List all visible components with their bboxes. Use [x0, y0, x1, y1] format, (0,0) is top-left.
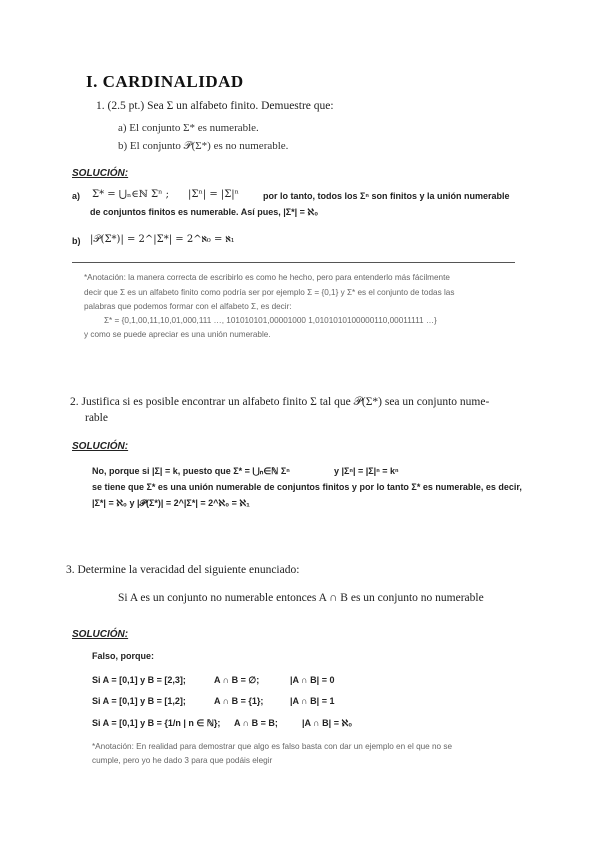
problem-1-part-b: b) El conjunto 𝒫(Σ*) es no numerable.: [118, 140, 289, 152]
solution-a-tag: a): [72, 191, 81, 201]
page-title: I. CARDINALIDAD: [86, 72, 244, 91]
example-1-cardinality: |A ∩ B| = 0: [290, 675, 335, 685]
example-1-intersection: A ∩ B = ∅;: [214, 675, 260, 685]
divider-line: [72, 262, 515, 263]
note-1-line-5: y como se puede apreciar es una unión numerable.: [84, 330, 271, 339]
example-2-cardinality: |A ∩ B| = 1: [290, 696, 335, 706]
solution-a-math-card: |Σⁿ| = |Σ|ⁿ: [188, 189, 240, 200]
solution-3-intro: Falso, porque:: [92, 651, 155, 661]
problem-3-claim: Si A es un conjunto no numerable entonces A ∩ B es un conjunto no numerable: [118, 592, 484, 604]
solution-a-text-2: de conjuntos finitos es numerable. Así pues, |Σ*| = ℵ₀: [90, 207, 319, 217]
solution-a-text: por lo tanto, todos los Σⁿ son finitos y la unión numerable: [263, 191, 510, 201]
example-3-intersection: A ∩ B = B;: [234, 718, 278, 728]
problem-1-part-a: a) El conjunto Σ* es numerable.: [118, 122, 259, 134]
note-1-line-3: palabras que podemos formar con el alfabeto Σ, es decir:: [84, 302, 292, 311]
solution-2-line-3: |Σ*| = ℵ₀ y |𝒫(Σ*)| = 2^|Σ*| = 2^ℵ₀ = ℵ₁: [92, 498, 250, 508]
problem-1-statement: 1. (2.5 pt.) Sea Σ un alfabeto finito. Demuestre que:: [96, 100, 334, 112]
note-3-line-1: *Anotación: En realidad para demostrar que algo es falso basta con dar un ejemplo en el que no se: [92, 742, 453, 751]
example-3-sets: Si A = [0,1] y B = {1/n | n ∈ ℕ};: [92, 718, 221, 728]
note-1-line-1: *Anotación: la manera correcta de escribirlo es como he hecho, pero para entenderlo más fácilmente: [84, 273, 450, 282]
solution-2-line-2: se tiene que Σ* es una unión numerable de conjuntos finitos y por lo tanto Σ* es numerable, es decir,: [92, 482, 522, 492]
solution-a-math-union: Σ* = ⋃ₙ∈ℕ Σⁿ ;: [92, 189, 170, 200]
solution-heading-2: SOLUCIÓN:: [72, 441, 129, 452]
note-1-line-4: Σ* = {0,1,00,11,10,01,000,111 …, 101010101,00001000 1,0101010100000110,00011111 …}: [104, 316, 437, 325]
example-3-cardinality: |A ∩ B| = ℵ₀: [302, 718, 353, 728]
solution-b-math: |𝒫(Σ*)| = 2^|Σ*| = 2^ℵ₀ = ℵ₁: [90, 234, 235, 245]
solution-2-line-1a: No, porque si |Σ| = k, puesto que Σ* = ⋃ₙ∈ℕ Σⁿ: [92, 466, 290, 476]
problem-2-statement-cont: rable: [85, 412, 108, 424]
problem-3-statement: 3. Determine la veracidad del siguiente enunciado:: [66, 564, 300, 576]
solution-2-line-1b: y |Σⁿ| = |Σ|ⁿ = kⁿ: [334, 466, 399, 476]
solution-heading-1: SOLUCIÓN:: [72, 168, 129, 179]
example-2-intersection: A ∩ B = {1};: [214, 696, 264, 706]
example-2-sets: Si A = [0,1] y B = [1,2];: [92, 696, 186, 706]
solution-b-tag: b): [72, 236, 81, 246]
note-3-line-2: cumple, pero yo he dado 3 para que podáis elegir: [92, 756, 273, 765]
solution-heading-3: SOLUCIÓN:: [72, 629, 129, 640]
note-1-line-2: decir que Σ es un alfabeto finito como podría ser por ejemplo Σ = {0,1} y Σ* es el conjunto de todas las: [84, 288, 455, 297]
example-1-sets: Si A = [0,1] y B = [2,3];: [92, 675, 186, 685]
problem-2-statement: 2. Justifica si es posible encontrar un alfabeto finito Σ tal que 𝒫(Σ*) sea un conjunto nume-: [70, 396, 490, 408]
